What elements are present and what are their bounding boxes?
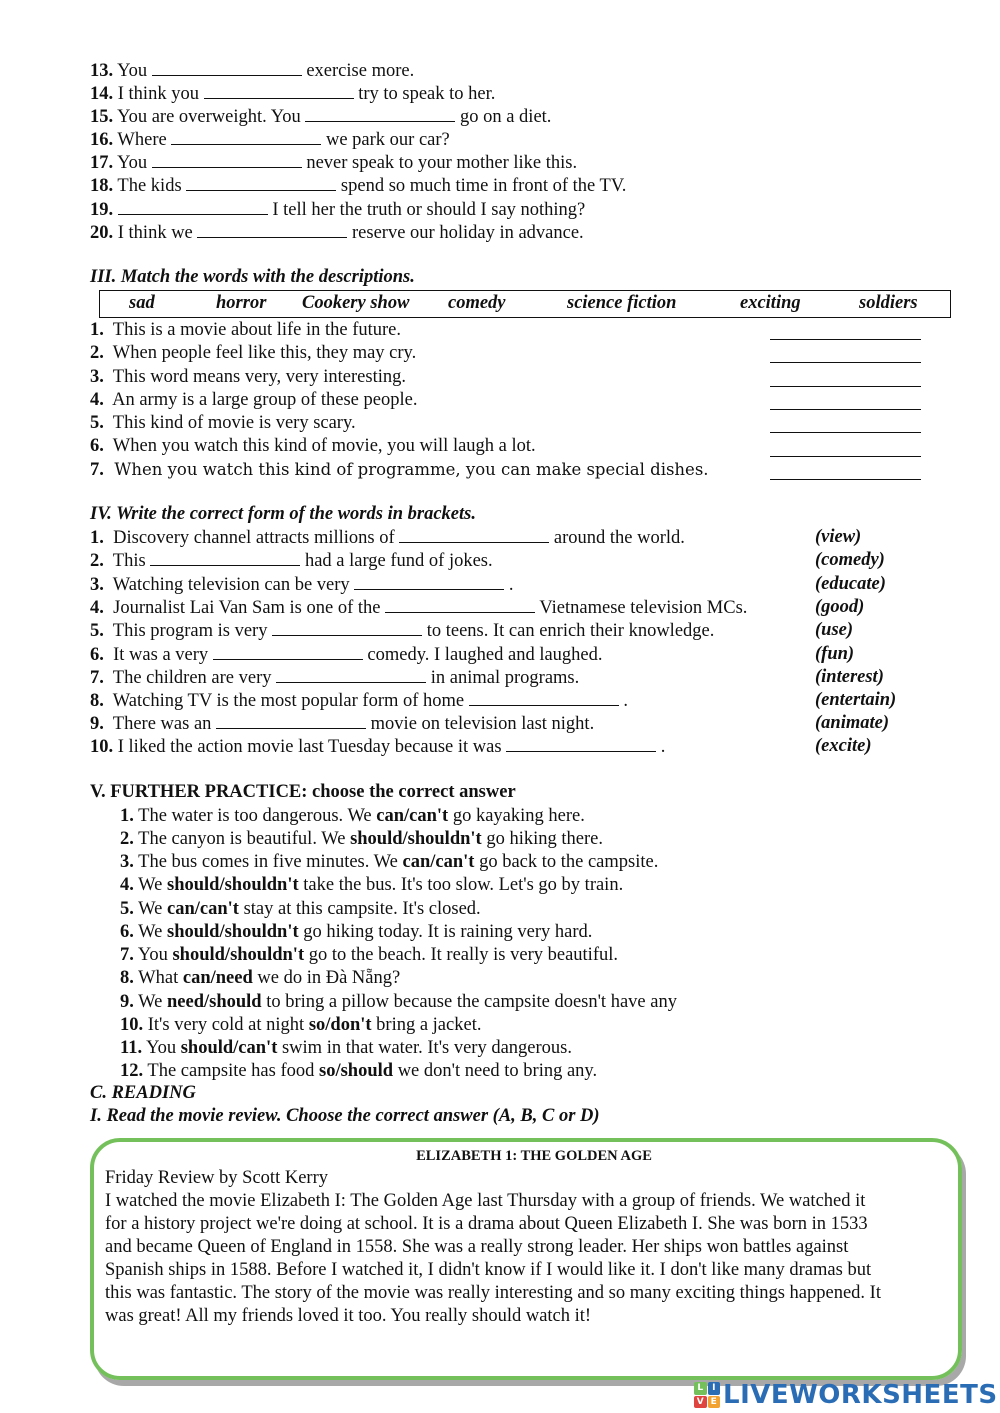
answer-blank[interactable] [506, 735, 656, 752]
match-answer-blank-4[interactable] [770, 408, 921, 410]
review-text-line: Spanish ships in 1588. Before I watched it, I didn't know if I would like it. I don't like many dramas but [105, 1260, 872, 1280]
word-hint: (comedy) [815, 550, 885, 570]
word-form-item-10: 10. I liked the action movie last Tuesday because it was . [90, 737, 666, 757]
match-item-3: 3. This word means very, very interesting. [90, 367, 406, 387]
answer-blank[interactable] [213, 643, 363, 660]
choice-item-10: 10. It's very cold at night so/don't bring a jacket. [120, 1015, 482, 1035]
logo-mark-icon: L I V E [694, 1382, 720, 1408]
word-form-item-4: 4. Journalist Lai Van Sam is one of the Vietnamese television MCs. [90, 598, 748, 618]
match-item-6: 6. When you watch this kind of movie, you will laugh a lot. [90, 436, 536, 456]
word-hint: (use) [815, 620, 854, 640]
answer-blank[interactable] [272, 619, 422, 636]
match-answer-blank-1[interactable] [770, 338, 921, 340]
exercise-item-20: 20. I think we reserve our holiday in advance. [90, 223, 584, 243]
word-bank-item: science fiction [567, 293, 677, 313]
answer-blank[interactable] [469, 689, 619, 706]
choice-item-9: 9. We need/should to bring a pillow because the campsite doesn't have any [120, 992, 677, 1012]
section-iv-heading: IV. Write the correct form of the words in brackets. [90, 504, 476, 524]
answer-blank[interactable] [118, 198, 268, 215]
reading-subheading: I. Read the movie review. Choose the correct answer (A, B, C or D) [90, 1106, 600, 1126]
word-form-item-6: 6. It was a very comedy. I laughed and laughed. [90, 645, 603, 665]
word-hint: (animate) [815, 713, 889, 733]
reading-heading: C. READING [90, 1083, 196, 1103]
exercise-item-18: 18. The kids spend so much time in front of the TV. [90, 176, 627, 196]
exercise-item-16: 16. Where we park our car? [90, 130, 450, 150]
answer-blank[interactable] [305, 105, 455, 122]
choice-options[interactable]: can/can't [167, 899, 239, 919]
word-form-item-7: 7. The children are very in animal programs. [90, 668, 580, 688]
word-bank-item: soldiers [859, 293, 918, 313]
match-item-7: 7. When you watch this kind of programme, you can make special dishes. [90, 460, 709, 480]
answer-blank[interactable] [171, 128, 321, 145]
word-form-item-9: 9. There was an movie on television last night. [90, 714, 595, 734]
section-v-heading: V. FURTHER PRACTICE: choose the correct answer [90, 782, 516, 802]
match-item-4: 4. An army is a large group of these people. [90, 390, 418, 410]
match-answer-blank-2[interactable] [770, 361, 921, 363]
word-hint: (good) [815, 597, 865, 617]
answer-blank[interactable] [152, 151, 302, 168]
exercise-item-14: 14. I think you try to speak to her. [90, 84, 496, 104]
match-item-5: 5. This kind of movie is very scary. [90, 413, 356, 433]
review-text-line: and became Queen of England in 1558. She was a really strong leader. Her ships won battles against [105, 1237, 849, 1257]
answer-blank[interactable] [152, 59, 302, 76]
review-title: ELIZABETH 1: THE GOLDEN AGE [416, 1148, 652, 1164]
choice-item-7: 7. You should/shouldn't go to the beach. It really is very beautiful. [120, 945, 619, 965]
choice-item-1: 1. The water is too dangerous. We can/can't go kayaking here. [120, 806, 585, 826]
review-text-line: for a history project we're doing at school. It is a drama about Queen Elizabeth I. She was born in 1533 [105, 1214, 868, 1234]
word-form-item-8: 8. Watching TV is the most popular form of home . [90, 691, 629, 711]
answer-blank[interactable] [216, 712, 366, 729]
word-bank-item: sad [129, 293, 155, 313]
exercise-item-17: 17. You never speak to your mother like this. [90, 153, 578, 173]
answer-blank[interactable] [150, 549, 300, 566]
word-hint: (educate) [815, 574, 886, 594]
word-form-item-1: 1. Discovery channel attracts millions of around the world. [90, 528, 685, 548]
answer-blank[interactable] [197, 221, 347, 238]
word-hint: (excite) [815, 736, 872, 756]
choice-options[interactable]: so/should [319, 1061, 394, 1081]
answer-blank[interactable] [399, 526, 549, 543]
review-text-line: this was fantastic. The story of the movie was really interesting and so many exciting things happened. It [105, 1283, 881, 1303]
word-hint: (entertain) [815, 690, 897, 710]
choice-options[interactable]: should/shouldn't [167, 875, 299, 895]
exercise-item-13: 13. You exercise more. [90, 61, 415, 81]
word-bank [99, 290, 951, 318]
choice-options[interactable]: should/shouldn't [167, 922, 299, 942]
word-hint: (interest) [815, 667, 884, 687]
choice-options[interactable]: need/should [167, 992, 262, 1012]
answer-blank[interactable] [354, 573, 504, 590]
review-text-line: was great! All my friends loved it too. You really should watch it! [105, 1306, 592, 1326]
match-item-2: 2. When people feel like this, they may cry. [90, 343, 417, 363]
answer-blank[interactable] [186, 174, 336, 191]
word-form-item-5: 5. This program is very to teens. It can enrich their knowledge. [90, 621, 715, 641]
review-text-line: I watched the movie Elizabeth I: The Golden Age last Thursday with a group of friends. We watched it [105, 1191, 866, 1211]
exercise-item-19: 19. I tell her the truth or should I say nothing? [90, 200, 586, 220]
word-form-item-3: 3. Watching television can be very . [90, 575, 514, 595]
word-hint: (view) [815, 527, 862, 547]
choice-item-2: 2. The canyon is beautiful. We should/shouldn't go hiking there. [120, 829, 603, 849]
choice-item-12: 12. The campsite has food so/should we don't need to bring any. [120, 1061, 598, 1081]
choice-options[interactable]: can/can't [376, 806, 449, 826]
choice-item-6: 6. We should/shouldn't go hiking today. It is raining very hard. [120, 922, 593, 942]
choice-item-11: 11. You should/can't swim in that water. It's very dangerous. [120, 1038, 573, 1058]
match-item-1: 1. This is a movie about life in the future. [90, 320, 402, 340]
section-iii-heading: III. Match the words with the descriptions. [90, 267, 415, 287]
answer-blank[interactable] [276, 666, 426, 683]
choice-options[interactable]: should/can't [180, 1038, 278, 1058]
word-form-item-2: 2. This had a large fund of jokes. [90, 551, 493, 571]
choice-options[interactable]: can/can't [402, 852, 475, 872]
choice-item-8: 8. What can/need we do in Đà Nẵng? [120, 968, 401, 988]
match-answer-blank-7[interactable] [770, 478, 921, 480]
choice-options[interactable]: so/don't [308, 1015, 372, 1035]
choice-options[interactable]: can/need [182, 968, 253, 988]
choice-options[interactable]: should/shouldn't [172, 945, 305, 965]
choice-item-5: 5. We can/can't stay at this campsite. It's closed. [120, 899, 481, 919]
exercise-item-15: 15. You are overweight. You go on a diet. [90, 107, 552, 127]
choice-item-4: 4. We should/shouldn't take the bus. It's too slow. Let's go by train. [120, 875, 624, 895]
review-byline: Friday Review by Scott Kerry [105, 1168, 328, 1188]
liveworksheets-logo[interactable] [694, 1379, 998, 1411]
choice-options[interactable]: should/shouldn't [350, 829, 482, 849]
word-bank-item: comedy [448, 293, 506, 313]
word-bank-item: Cookery show [302, 293, 410, 313]
answer-blank[interactable] [385, 596, 535, 613]
word-hint: (fun) [815, 644, 855, 664]
word-bank-item: exciting [740, 293, 801, 313]
match-answer-blank-3[interactable] [770, 385, 921, 387]
match-answer-blank-6[interactable] [770, 455, 921, 457]
choice-item-3: 3. The bus comes in five minutes. We can/can't go back to the campsite. [120, 852, 659, 872]
answer-blank[interactable] [204, 82, 354, 99]
logo-text: LIVEWORKSHEETS [723, 1380, 998, 1410]
match-answer-blank-5[interactable] [770, 431, 921, 433]
word-bank-item: horror [216, 293, 267, 313]
